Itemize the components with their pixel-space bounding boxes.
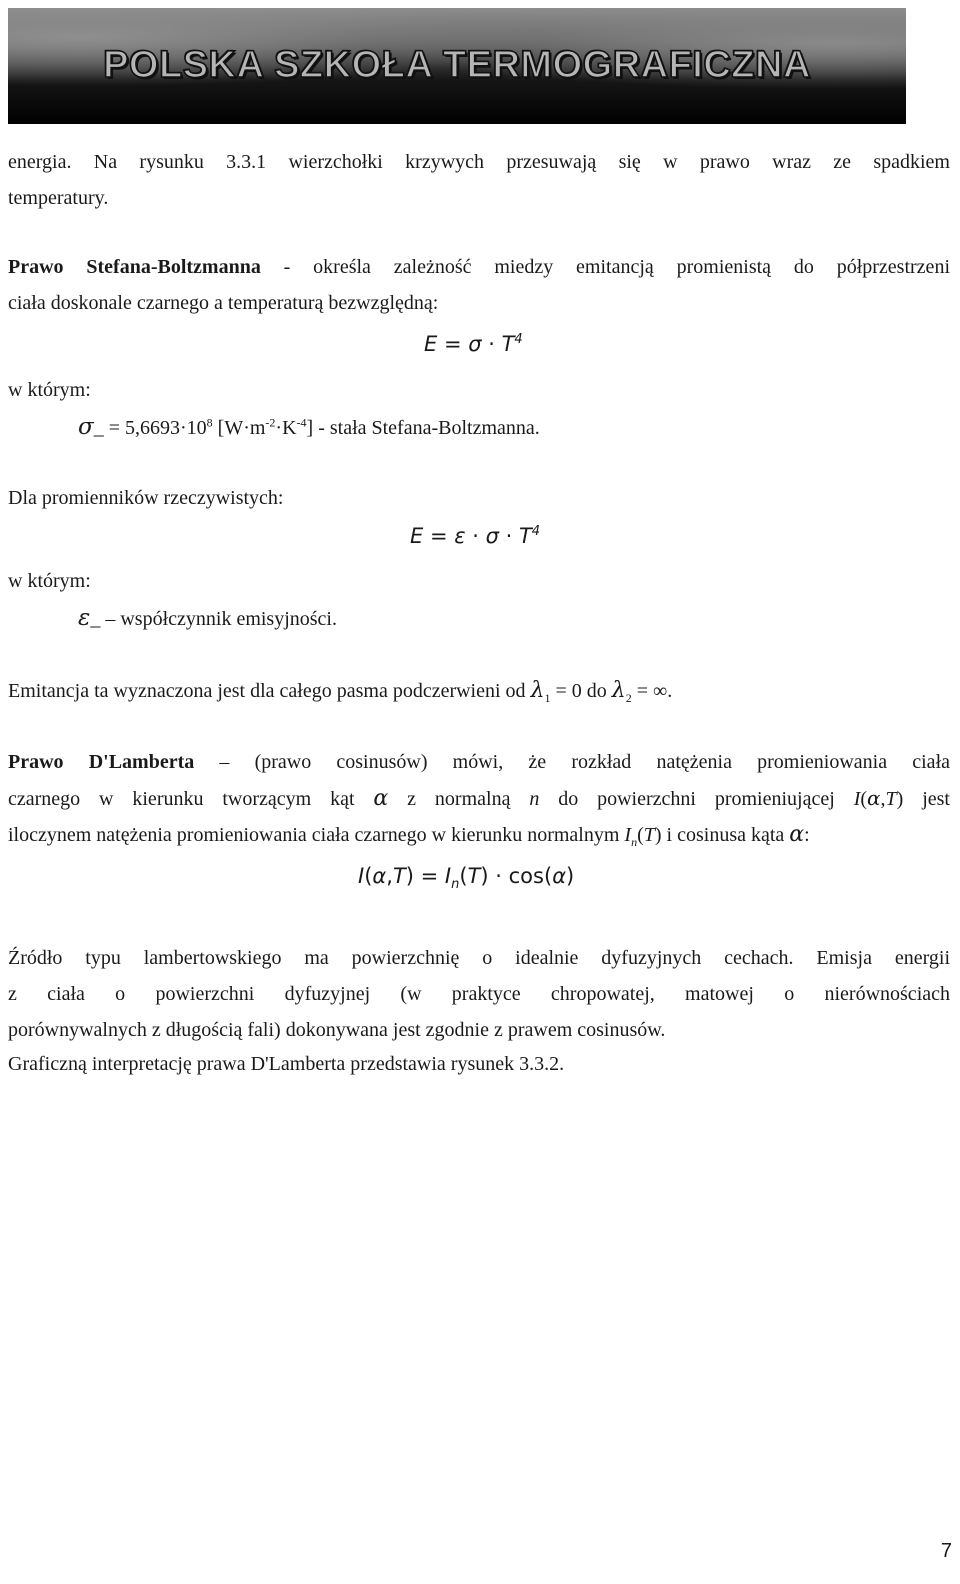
stefan-constant: [78, 409, 540, 446]
stefan-where: w którym:: [8, 379, 91, 401]
formula-dot: ·: [481, 332, 502, 356]
lf-t-close: ): [480, 864, 489, 888]
constant-value: = 5,6693·10: [103, 417, 207, 439]
unit-k: ·K: [275, 417, 297, 439]
lambda-2: λ: [611, 678, 626, 703]
real-formula-eq: =: [423, 524, 455, 548]
lambda-2-sub: 2: [625, 691, 632, 705]
lf-eq: =: [413, 864, 445, 888]
lambert-paren-open-2: (: [637, 824, 644, 846]
unit-k-exp: -4: [296, 415, 307, 430]
lf-cos: cos: [508, 864, 544, 888]
intro-line-1: energia. Na rysunku 3.3.1 wierzchołki krzywych przesuwają się w prawo wraz ze spadkiem: [8, 151, 950, 173]
emitance-line: [8, 673, 672, 709]
source-line-3: porównywalnych z długością fali) dokonywana jest zgodnie z prawem cosinusów.: [8, 1019, 666, 1041]
intensity-i: I: [853, 788, 861, 810]
lf-n: n: [451, 877, 460, 893]
lf-dot: ·: [488, 864, 509, 888]
source-line-1: Źródło typu lambertowskiego ma powierzchnię o idealnie dyfuzyjnych cechach. Emisja energii: [8, 947, 950, 969]
epsilon-symbol: ε: [78, 605, 91, 631]
temperature-t-2: T: [643, 824, 655, 846]
lf-c-close: ): [566, 864, 575, 888]
real-formula-exponent: 4: [531, 524, 541, 539]
lambert-line-3: [8, 817, 810, 853]
stefan-line-1-rest: - określa zależność miedzy emitancją promienistą do półprzestrzeni: [260, 256, 950, 278]
unit-m-exp: -2: [265, 415, 276, 430]
lf-c-open: (: [543, 864, 553, 888]
banner-title: POLSKA SZKOŁA TERMOGRAFICZNA: [103, 44, 811, 86]
lf-in: I: [444, 864, 452, 888]
formula-exponent: 4: [514, 332, 523, 347]
epsilon-definition: [78, 600, 337, 637]
intro-line-2: temperatury.: [8, 187, 109, 209]
lambert-line-2: [8, 780, 950, 817]
intensity-n-sub: n: [631, 835, 638, 849]
lf-i: I: [358, 864, 365, 888]
real-formula: [410, 524, 540, 548]
normal-n: n: [529, 788, 540, 810]
epsilon-description: – współczynnik emisyjności.: [100, 608, 337, 630]
intensity-in: I: [624, 824, 632, 846]
stefan-formula: [424, 332, 523, 356]
unit-open: [W·m: [212, 417, 266, 439]
source-line-2: z ciała o powierzchni dyfuzyjnej (w praktyce chropowatej, matowej o nierównościach: [8, 983, 950, 1005]
stefan-line-2: ciała doskonale czarnego a temperaturą bezwzględną:: [8, 292, 439, 314]
emitance-text: Emitancja ta wyznaczona jest dla całego pasma podczerwieni od: [8, 680, 531, 702]
lambert-formula: [358, 864, 575, 893]
lambert-text-a: czarnego w kierunku tworzącym kąt: [8, 788, 374, 810]
stefan-line-1: [8, 249, 950, 285]
temperature-t: T: [885, 788, 897, 810]
lambert-comma: ,: [880, 788, 886, 810]
formula-sigma: σ: [468, 332, 482, 356]
lf-t-open: (: [459, 864, 468, 888]
real-formula-t: T: [518, 524, 532, 548]
real-where: w którym:: [8, 570, 91, 592]
lf-t2: T: [467, 864, 481, 888]
unit-close: ] - stała Stefana-Boltzmanna.: [306, 417, 540, 439]
lambert-text-b: z normalną: [388, 788, 530, 810]
lf-t: T: [392, 864, 406, 888]
real-formula-dot-2: ·: [498, 524, 519, 548]
lambert-text-3a: iloczynem natężenia promieniowania ciała czarnego w kierunku normalnym: [8, 824, 625, 846]
formula-t: T: [501, 332, 515, 356]
alpha-symbol-3: α: [789, 822, 805, 847]
sigma-underscore: _: [93, 417, 104, 439]
lambda-1: λ: [530, 678, 545, 703]
lambert-line-1-rest: – (prawo cosinusów) mówi, że rozkład natężenia promieniowania ciała: [194, 751, 950, 773]
real-formula-dot-1: ·: [465, 524, 486, 548]
alpha-symbol: α: [373, 786, 389, 811]
stefan-heading: Prawo Stefana-Boltzmanna: [8, 256, 261, 278]
lambert-colon: :: [804, 824, 810, 846]
lf-alpha: α: [372, 864, 387, 888]
emitance-end: = ∞.: [631, 680, 673, 702]
lf-close: ): [405, 864, 414, 888]
real-intro: Dla promienników rzeczywistych:: [8, 487, 284, 509]
lambert-heading: Prawo D'Lamberta: [8, 751, 195, 773]
header-banner: [8, 8, 906, 124]
lf-alpha2: α: [552, 864, 567, 888]
formula-eq: =: [437, 332, 469, 356]
real-formula-e: E: [410, 524, 424, 548]
lambert-paren-open: (: [860, 788, 868, 810]
formula-e: E: [424, 332, 438, 356]
lf-comma: ,: [386, 864, 393, 888]
epsilon-underscore: _: [90, 608, 101, 630]
lf-open: (: [364, 864, 373, 888]
sigma-symbol: σ: [78, 414, 94, 440]
lambert-text-f: ) jest: [896, 788, 950, 810]
lambert-text-3c: ) i cosinusa kąta: [654, 824, 790, 846]
emitance-mid: = 0 do: [550, 680, 612, 702]
page-number: 7: [940, 1540, 952, 1562]
real-formula-eps: ε: [454, 524, 466, 548]
lambda-1-sub: 1: [544, 691, 551, 705]
lambert-text-c: do powierzchni promieniującej: [539, 788, 854, 810]
source-line-4: Graficzną interpretację prawa D'Lamberta przedstawia rysunek 3.3.2.: [8, 1053, 565, 1075]
lambert-line-1: [8, 744, 950, 780]
real-formula-sigma: σ: [485, 524, 499, 548]
constant-exp: 8: [206, 415, 213, 430]
alpha-symbol-2: α: [867, 786, 881, 810]
